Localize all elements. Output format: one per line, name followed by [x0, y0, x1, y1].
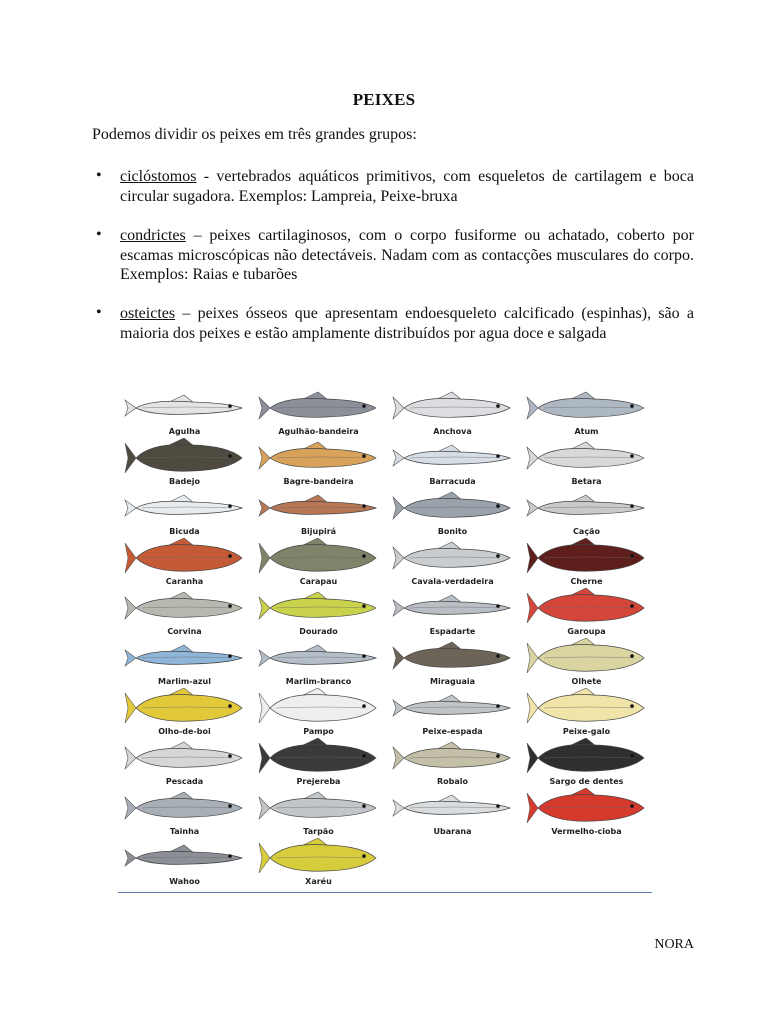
fish-name: Agulhão-bandeira: [278, 427, 359, 436]
grouper-icon: [524, 538, 649, 576]
fish-eye: [362, 454, 366, 458]
fish-tail: [259, 500, 270, 516]
fish-name: Caranha: [165, 577, 204, 586]
ladyfish-icon: [390, 788, 515, 826]
fish-name: Agulha: [168, 427, 201, 436]
fish-name: Garoupa: [567, 627, 606, 636]
fish-eye: [496, 654, 500, 658]
fish-name: Badejo: [169, 477, 200, 486]
fish-card: [386, 688, 519, 738]
kingcroaker-icon: [524, 438, 649, 476]
fish-tail: [259, 693, 270, 723]
fish-card: [118, 388, 251, 438]
dolphinfish-icon: [256, 588, 381, 626]
fish-eye: [630, 554, 634, 558]
bluefish-icon: [390, 388, 515, 426]
fish-card: [252, 538, 385, 588]
fish-tail: [259, 597, 270, 619]
fish-eye: [228, 554, 232, 558]
fish-name: Betara: [571, 477, 602, 486]
fish-eye: [362, 604, 366, 608]
fish-tail: [259, 447, 270, 469]
fish-eye: [496, 554, 500, 558]
fish-eye: [362, 704, 366, 708]
fish-name: Tarpão: [303, 827, 334, 836]
fish-name: Peixe-galo: [562, 727, 611, 736]
fish-name: Sargo de dentes: [549, 777, 624, 786]
divider-line: [118, 892, 652, 893]
fish-name: Carapau: [299, 577, 338, 586]
snapper-icon: [524, 788, 649, 826]
fish-card: [252, 488, 385, 538]
page-title: PEIXES: [352, 90, 416, 109]
snapper-icon: [122, 538, 247, 576]
fish-card: [252, 638, 385, 688]
fish-species-illustration-grid: [118, 388, 652, 892]
tripletail-icon: [256, 738, 381, 776]
fish-eye: [630, 804, 634, 808]
fish-card: [520, 638, 653, 688]
fish-eye: [496, 754, 500, 758]
fish-eye: [362, 554, 366, 558]
fish-tail: [527, 447, 538, 469]
intro-paragraph: Podemos dividir os peixes em três grandes grupos:: [92, 126, 417, 143]
fish-card: [252, 788, 385, 838]
tarpon-icon: [256, 788, 381, 826]
needlefish-icon: [122, 388, 247, 426]
fish-card: [252, 388, 385, 438]
fish-tail: [125, 747, 136, 769]
fish-name: Marlim-branco: [285, 677, 352, 686]
cutlassfish-icon: [390, 688, 515, 726]
fish-tail: [393, 647, 404, 669]
fish-tail: [393, 800, 404, 816]
catfish-icon: [256, 438, 381, 476]
fish-eye: [496, 504, 500, 508]
group-ciclostomos: [120, 167, 694, 206]
fish-card: [386, 438, 519, 488]
fish-tail: [527, 793, 538, 823]
fish-eye: [228, 504, 232, 508]
fish-eye: [496, 454, 500, 458]
mackerel-icon: [390, 538, 515, 576]
fish-eye: [362, 404, 366, 408]
fish-tail: [259, 743, 270, 773]
fish-tail: [125, 543, 136, 573]
fish-eye: [362, 754, 366, 758]
fish-eye: [630, 404, 634, 408]
fish-tail: [125, 597, 136, 619]
fish-card: [118, 788, 251, 838]
fish-card: [520, 788, 653, 838]
fish-name: Atum: [574, 427, 599, 436]
bonito-icon: [390, 488, 515, 526]
fish-tail: [527, 397, 538, 419]
shark-icon: [524, 488, 649, 526]
fish-card: [386, 638, 519, 688]
fish-name: Espadarte: [429, 627, 476, 636]
fish-tail: [393, 450, 404, 466]
fish-card: [118, 588, 251, 638]
fish-tail: [125, 797, 136, 819]
fish-eye: [228, 704, 232, 708]
fish-tail: [259, 543, 270, 573]
fish-tail: [527, 593, 538, 623]
fish-eye: [630, 654, 634, 658]
fish-name: Xaréu: [305, 877, 332, 886]
fish-name: Dourado: [299, 627, 338, 636]
croaker-icon: [122, 588, 247, 626]
fish-name: Peixe-espada: [422, 727, 483, 736]
fish-card: [252, 688, 385, 738]
fish-card: [386, 788, 519, 838]
fish-name: Vermelho-cioba: [551, 827, 622, 836]
fish-name: Cherne: [570, 577, 603, 586]
fish-name: Tainha: [169, 827, 200, 836]
fish-name: Prejereba: [296, 777, 341, 786]
sheepshead-icon: [524, 738, 649, 776]
fish-card: [520, 388, 653, 438]
fish-card: [520, 488, 653, 538]
fish-eye: [630, 454, 634, 458]
lookdown-icon: [524, 688, 649, 726]
fish-eye: [362, 804, 366, 808]
fish-card: [118, 688, 251, 738]
fish-tail: [125, 400, 136, 416]
mullet-icon: [122, 788, 247, 826]
fish-eye: [228, 754, 232, 758]
fish-name: Cavala-verdadeira: [411, 577, 494, 586]
fish-card: [252, 838, 385, 888]
fish-name: Bagre-bandeira: [283, 477, 354, 486]
sailfish-icon: [256, 388, 381, 426]
drum-icon: [390, 638, 515, 676]
fish-eye: [228, 804, 232, 808]
bullet-icon: •: [96, 226, 102, 243]
fish-eye: [630, 504, 634, 508]
fish-name: Bijupirá: [300, 527, 337, 536]
fish-tail: [259, 397, 270, 419]
fish-eye: [496, 404, 500, 408]
grouper-icon: [122, 438, 247, 476]
marlin-icon: [256, 638, 381, 676]
fish-name: Pescada: [165, 777, 204, 786]
fish-name: Miraguaia: [429, 677, 475, 686]
fish-tail: [125, 443, 136, 473]
amberjack-icon: [524, 638, 649, 676]
fish-name: Marlim-azul: [158, 677, 211, 686]
fish-card: [386, 588, 519, 638]
fish-tail: [125, 850, 136, 866]
fish-name: Wahoo: [169, 877, 200, 886]
weakfish-icon: [122, 738, 247, 776]
snook-icon: [390, 738, 515, 776]
fish-tail: [527, 693, 538, 723]
fish-eye: [228, 404, 232, 408]
amberjack-icon: [122, 688, 247, 726]
fish-card: [520, 688, 653, 738]
group-description: – peixes cartilaginosos, com o corpo fusiforme ou achatado, coberto por escamas microscópicas não detectáveis. Nadam com as contacções musculares do corpo. Exemplos: Raias e tubarões: [120, 227, 694, 283]
fish-card: [252, 738, 385, 788]
fish-card: [118, 438, 251, 488]
fish-card: [252, 588, 385, 638]
fish-tail: [259, 843, 270, 873]
fish-eye: [496, 704, 500, 708]
fish-eye: [228, 454, 232, 458]
fish-tail: [393, 600, 404, 616]
wahoo-icon: [122, 838, 247, 876]
fish-card: [520, 738, 653, 788]
fish-name: Anchova: [433, 427, 472, 436]
group-term: ciclóstomos: [120, 168, 197, 185]
fish-card: [118, 488, 251, 538]
fish-eye: [496, 604, 500, 608]
fish-eye: [496, 804, 500, 808]
fish-tail: [393, 397, 404, 419]
fish-tail: [125, 500, 136, 516]
barracuda-icon: [390, 438, 515, 476]
group-osteictes: [120, 304, 694, 343]
fish-tail: [393, 547, 404, 569]
fish-eye: [362, 854, 366, 858]
fish-card: [386, 738, 519, 788]
fish-tail: [259, 650, 270, 666]
jack-icon: [256, 838, 381, 876]
footer-author: NORA: [654, 937, 694, 952]
fish-name: Olho-de-boi: [158, 727, 211, 736]
fish-name: Olhete: [571, 677, 602, 686]
fish-eye: [362, 504, 366, 508]
fish-tail: [393, 747, 404, 769]
fish-card: [118, 538, 251, 588]
group-condrictes: [120, 226, 694, 285]
marlin-icon: [122, 638, 247, 676]
fish-name: Cação: [573, 527, 600, 536]
grouper-icon: [524, 588, 649, 626]
bullet-icon: •: [96, 304, 102, 321]
fish-card: [386, 388, 519, 438]
fish-tail: [527, 743, 538, 773]
fish-tail: [125, 693, 136, 723]
fish-eye: [362, 654, 366, 658]
fish-eye: [228, 604, 232, 608]
fish-tail: [527, 543, 538, 573]
group-description: – peixes ósseos que apresentam endoesqueleto calcificado (espinhas), são a maioria dos peixes e estão amplamente distribuídos por agua doce e salgada: [120, 305, 694, 342]
fish-card: [520, 588, 653, 638]
group-description: - vertebrados aquáticos primitivos, com esqueletos de cartilagem e boca circular sugadora. Exemplos: Lampreia, Peixe-bruxa: [120, 168, 694, 205]
fish-card: [118, 838, 251, 888]
fish-eye: [630, 754, 634, 758]
fish-card: [118, 738, 251, 788]
fish-name: Bicuda: [169, 527, 200, 536]
bullet-icon: •: [96, 167, 102, 184]
fish-card: [520, 438, 653, 488]
fish-name: Robalo: [436, 777, 469, 786]
fish-name: Corvina: [167, 627, 202, 636]
group-term: condrictes: [120, 227, 186, 244]
fish-name: Barracuda: [429, 477, 476, 486]
fish-name: Ubarana: [433, 827, 472, 836]
fish-tail: [527, 643, 538, 673]
fish-card: [118, 638, 251, 688]
fish-tail: [393, 700, 404, 716]
fish-card: [386, 538, 519, 588]
fish-name: Bonito: [437, 527, 468, 536]
fish-tail: [259, 797, 270, 819]
fish-tail: [527, 500, 538, 516]
barracuda-icon: [122, 488, 247, 526]
fish-eye: [228, 854, 232, 858]
pompano-icon: [256, 688, 381, 726]
fish-tail: [125, 650, 136, 666]
fish-eye: [630, 704, 634, 708]
swordfish-icon: [390, 588, 515, 626]
jack-icon: [256, 538, 381, 576]
fish-card: [252, 438, 385, 488]
group-term: osteictes: [120, 305, 176, 322]
fish-eye: [630, 604, 634, 608]
fish-card: [386, 488, 519, 538]
tuna-icon: [524, 388, 649, 426]
fish-eye: [228, 654, 232, 658]
fish-card: [520, 538, 653, 588]
fish-tail: [393, 497, 404, 519]
cobia-icon: [256, 488, 381, 526]
fish-name: Pampo: [303, 727, 334, 736]
